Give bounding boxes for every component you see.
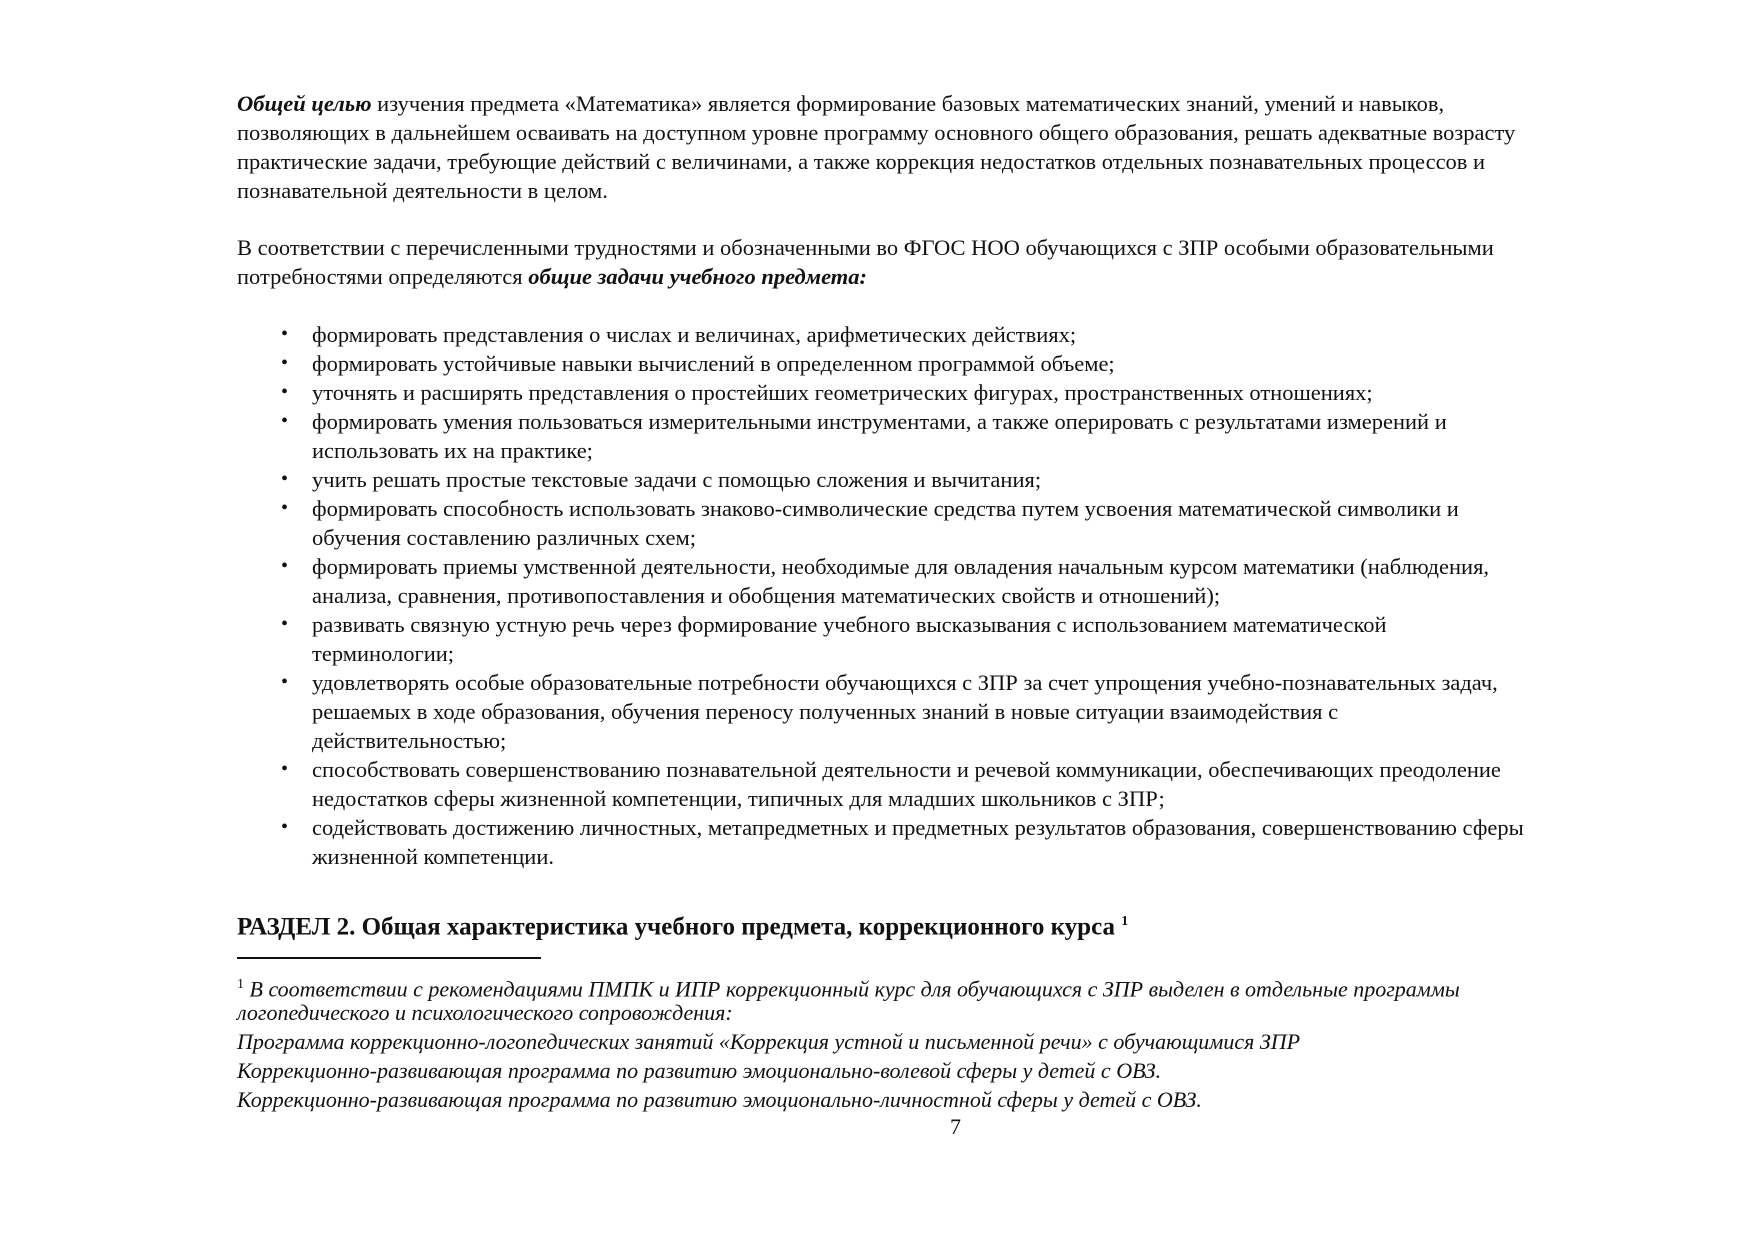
bullet-icon: • [281, 816, 289, 838]
footnote-ref[interactable]: 1 [1121, 914, 1129, 929]
footnote-separator [237, 957, 541, 959]
list-item-line: уточнять и расширять представления о простейших геометрических фигурах, пространственных отношениях; [312, 380, 1373, 405]
paragraph-line: позволяющих в дальнейшем осваивать на доступном уровне программу основного общего образования, решать адекватные возрасту [237, 120, 1516, 145]
footnote-line: Коррекционно-развивающая программа по развитию эмоционально-личностной сферы у детей с ОВЗ. [237, 1087, 1202, 1112]
list-item-line: решаемых в ходе образования, обучения переносу полученных знаний в новые ситуации взаимодействия с [312, 699, 1339, 724]
bold-tail: общие задачи учебного предмета: [528, 264, 868, 289]
list-item-line: использовать их на практике; [312, 438, 593, 463]
list-item-line: формировать приемы умственной деятельности, необходимые для овладения начальным курсом математики (наблюдения, [312, 554, 1490, 579]
paragraph-line [237, 89, 1444, 118]
list-item-line: обучения составлению различных схем; [312, 525, 696, 550]
footnote-line: Программа коррекционно-логопедических занятий «Коррекция устной и письменной речи» с обучающимися ЗПР [237, 1029, 1301, 1054]
list-item-line: формировать умения пользоваться измерительными инструментами, а также оперировать с результатами измерений и [312, 409, 1447, 434]
bullet-icon: • [281, 323, 289, 345]
heading-text: РАЗДЕЛ 2. Общая характеристика учебного предмета, коррекционного курса [237, 913, 1122, 941]
list-item-line: содействовать достижению личностных, метапредметных и предметных результатов образования, совершенствованию сферы [312, 815, 1524, 840]
text: В соответствии с рекомендациями ПМПК и ИПР коррекционный курс для обучающихся с ЗПР выделен в отдельные программы [244, 976, 1460, 1002]
bullet-icon: • [281, 758, 289, 780]
list-item-line: удовлетворять особые образовательные потребности обучающихся с ЗПР за счет упрощения учебно-познавательных задач, [312, 670, 1498, 695]
text: изучения предмета «Математика» является формирование базовых математических знаний, умений и навыков, [371, 91, 1445, 116]
bold-lead: Общей целью [237, 91, 372, 116]
bullet-icon: • [281, 613, 289, 635]
list-item-line: действительностью; [312, 728, 507, 753]
bullet-icon: • [281, 671, 289, 693]
list-item-line: способствовать совершенствованию познавательной деятельности и речевой коммуникации, обеспечивающих преодоление [312, 757, 1501, 782]
bullet-icon: • [281, 410, 289, 432]
footnote-mark: 1 [237, 977, 244, 992]
section-heading [237, 906, 1128, 943]
list-item-line: недостатков сферы жизненной компетенции, типичных для младших школьников с ЗПР; [312, 786, 1165, 811]
bullet-icon: • [281, 468, 289, 490]
bullet-icon: • [281, 555, 289, 577]
footnote-line: логопедического и психологического сопровождения: [237, 1000, 733, 1025]
paragraph-line [237, 262, 867, 291]
list-item-line: анализа, сравнения, противопоставления и обобщения математических свойств и отношений); [312, 583, 1221, 608]
paragraph-line: В соответствии с перечисленными трудностями и обозначенными во ФГОС НОО обучающихся с ЗПР особыми образовательными [237, 235, 1494, 260]
list-item-line: терминологии; [312, 641, 455, 666]
bullet-icon: • [281, 381, 289, 403]
page-number: 7 [950, 1114, 961, 1139]
list-item-line: жизненной компетенции. [312, 844, 554, 869]
list-item-line: формировать способность использовать знаково-символические средства путем усвоения математической символики и [312, 496, 1459, 521]
bullet-icon: • [281, 497, 289, 519]
list-item-line: развивать связную устную речь через формирование учебного высказывания с использованием математической [312, 612, 1387, 637]
text: потребностями определяются [237, 264, 529, 289]
list-item-line: формировать представления о числах и величинах, арифметических действиях; [312, 322, 1077, 347]
paragraph-line: познавательной деятельности в целом. [237, 178, 608, 203]
paragraph-line: практические задачи, требующие действий с величинами, а также коррекция недостатков отдельных познавательных процессов и [237, 149, 1486, 174]
list-item-line: формировать устойчивые навыки вычислений в определенном программой объеме; [312, 351, 1115, 376]
bullet-icon: • [281, 352, 289, 374]
footnote-line: Коррекционно-развивающая программа по развитию эмоционально-волевой сферы у детей с ОВЗ. [237, 1058, 1162, 1083]
list-item-line: учить решать простые текстовые задачи с помощью сложения и вычитания; [312, 467, 1042, 492]
